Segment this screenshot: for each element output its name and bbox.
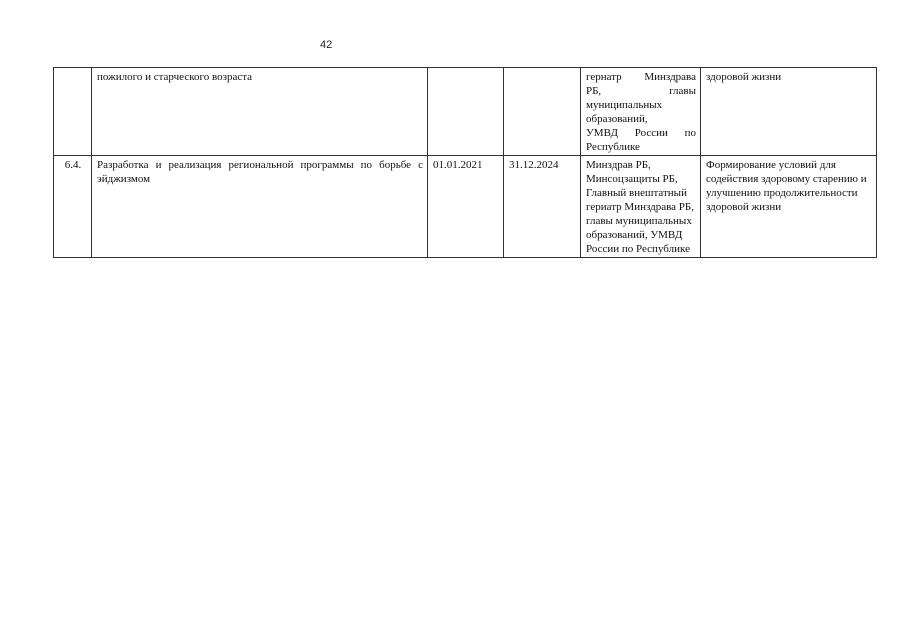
executors-text: главы [669,85,696,97]
executors-line: Республике [586,141,640,153]
executors-cell: Минздрав РБ, Минсоцзащиты РБ, Главный внештатный гериатр Минздрава РБ, главы муниципальных образований, УМВД России по Республике [581,156,701,258]
result-cell: здоровой жизни [701,68,877,156]
executors-text: РБ, [586,85,602,97]
executors-text: по [684,127,696,139]
end-date-cell [504,68,581,156]
executors-line: муниципальных [586,99,663,111]
executors-text: России [634,127,668,139]
start-date-cell: 01.01.2021 [428,156,504,258]
end-date-cell: 31.12.2024 [504,156,581,258]
table-row [54,156,877,258]
action-plan-table [53,67,877,258]
start-date-cell [428,68,504,156]
executors-text: УМВД [586,127,618,139]
executors-text: Минздрава [644,71,696,83]
executors-line [586,84,696,98]
measure-name-cell: Разработка и реализация региональной программы по борьбе с эйджизмом [92,156,428,258]
row-number-cell: 6.4. [54,156,92,258]
table-row [54,68,877,156]
page-number: 42 [320,39,333,51]
measure-name-cell: пожилого и старческого возраста [92,68,428,156]
executors-line: образований, [586,113,648,125]
executors-line [586,70,696,84]
row-number-cell [54,68,92,156]
result-cell: Формирование условий для содействия здоровому старению и улучшению продолжительности здоровой жизни [701,156,877,258]
executors-cell [581,68,701,156]
executors-line [586,126,696,140]
executors-text: гернатр [586,71,622,83]
